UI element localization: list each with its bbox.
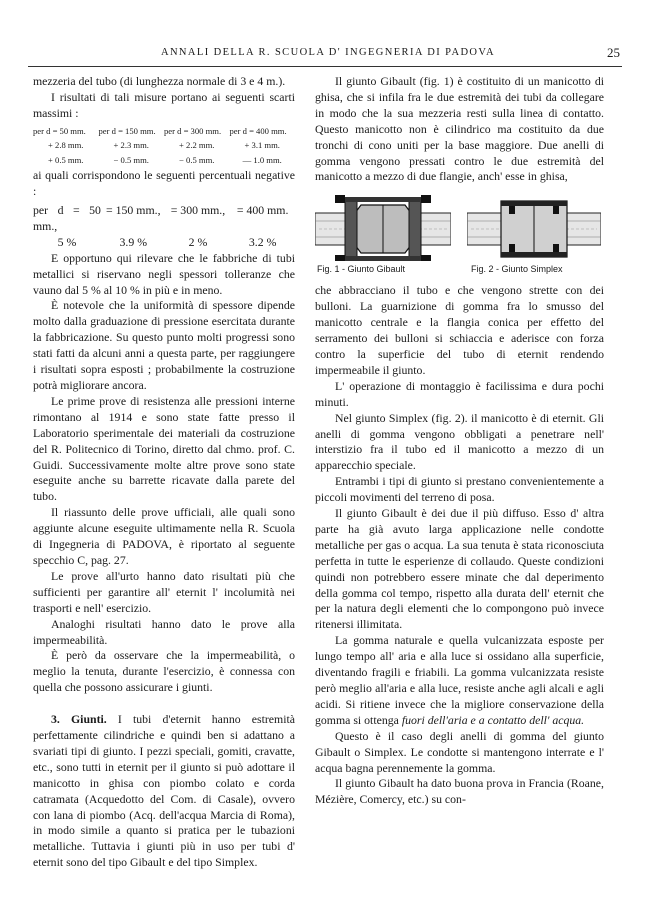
paragraph: L' operazione di montaggio è facilissima e dura pochi minuti.	[315, 378, 604, 409]
section-paragraph	[33, 712, 295, 871]
paragraph: Il giunto Gibault è dei due il più diffuso. Esso d' altra parte ha già avuto larga applicazione nelle condotte metalliche per gas o acqua. La sua tenuta è stata riconosciuta perfetta in tutte le esperienze di collaudo. Queste condizioni quindi non potrebbero essere minate che dal deperimento della gomma col tempo, rispetto alla durata dell' eternit che per la natura degli elementi che lo compongono può invece ritenersi illimitata.	[315, 506, 604, 632]
figure-caption: Fig. 2 - Giunto Simplex	[471, 264, 563, 275]
paragraph: E opportuno qui rilevare che le fabbriche di tubi metallici si riservano negli spessori tolleranze che vauno dal 5 % al 10 % in più e in meno.	[33, 250, 295, 297]
percent-value: 3.2 %	[248, 234, 277, 249]
paragraph: Il giunto Gibault (fig. 1) è costituito di un manicotto di ghisa, che si infila fra le due estremità dei tubi da collegare in modo che la sua mezzeria resti sulla linea di contatto. Questo manicotto non è cilindrico ma costituito da due tronchi di cono uniti per la base maggiore. Due anelli di gomma vengono pressati contro le due estremità del manicotto a mezzo di due flangie, anch' esse in ghisa,	[315, 74, 604, 184]
figures	[315, 191, 604, 277]
paragraph: È però da osservare che la impermeabilità, o meglio la tenuta, durante l'esercizio, è connessa con quella che possono assicurare i giunti.	[33, 648, 295, 695]
measure-plus: + 2.3 mm.	[113, 140, 149, 151]
page-number: 25	[607, 45, 620, 60]
running-head	[28, 44, 622, 67]
figure-simplex	[467, 191, 601, 275]
measure-minus: − 0.5 mm.	[179, 154, 215, 165]
percent-header: = 300 mm.,	[170, 202, 226, 217]
measure-header: per d = 150 mm.	[98, 125, 156, 136]
paragraph	[315, 633, 604, 728]
measure-plus: + 2.8 mm.	[48, 140, 84, 151]
left-column	[33, 74, 295, 871]
measure-header: per d = 300 mm.	[164, 125, 222, 136]
percent-value: 3.9 %	[119, 234, 148, 249]
gibault-joint-drawing	[315, 191, 451, 261]
percent-header: per d = 50 mm.,	[33, 202, 101, 233]
percent-value: 2 %	[188, 234, 208, 249]
measure-plus: + 3.1 mm.	[244, 140, 280, 151]
paragraph: Questo è il caso degli anelli di gomma del giunto Gibault o Simplex. Le condotte si mantengono interrate e l' acqua bagna perennemente la gomma.	[315, 728, 604, 775]
right-column	[315, 74, 604, 808]
paragraph: ai quali corrispondono le seguenti percentuali negative :	[33, 167, 295, 198]
figure-gibault	[315, 191, 451, 275]
measure-minus: − 0.5 mm.	[113, 154, 149, 165]
measure-minus: + 0.5 mm.	[48, 154, 84, 165]
measurement-table	[33, 124, 295, 167]
measure-minus: — 1.0 mm.	[242, 154, 282, 165]
italic-phrase: fuori dell'aria e a contatto dell' acqua.	[401, 712, 585, 727]
paragraph: Il giunto Gibault ha dato buona prova in Francia (Roane, Mézière, Comercy, etc.) su con-	[315, 776, 604, 807]
measure-header: per d = 50 mm.	[33, 125, 86, 136]
percent-header: = 150 mm.,	[106, 202, 161, 217]
paragraph: Il riassunto delle prove ufficiali, alle quali sono aggiunte alcune eseguite ultimamente nella R. Scuola di Ingegneria di PADOVA, è riportato al seguente specchio C, pag. 27.	[33, 505, 295, 567]
running-title: ANNALI DELLA R. SCUOLA D' INGEGNERIA DI PADOVA	[160, 47, 496, 58]
paragraph: Entrambi i tipi di giunto si prestano convenientemente a piccoli movimenti del terreno di posa.	[315, 474, 604, 505]
paragraph-text: La gomma naturale e quella vulcanizzata esposte per lungo tempo all' aria e alla luce si ossidano alla superficie, diventando fragili e friabili. La gomma vulcanizzata resiste però meglio all'aria e alla luce, resiste anche agli alcali e agli acidi. Si ritiene invece che la migliore conservazione della gomma si ottenga	[315, 633, 604, 727]
measure-header: per d = 400 mm.	[229, 125, 287, 136]
percent-header: = 400 mm.	[236, 202, 289, 217]
section-text: I tubi d'eternit hanno estremità perfettamente cilindriche e quindi ben si adattano a svariati tipi di giunto. I pezzi speciali, gomiti, cravatte, etc., sono tutti in eternit per il giunto si può adottare il manicotto in ghisa con piombo colato e corda catramata (Acquedotto del Com. di Casale), ovvero con lana di piombo (Acq. dell'acqua Marcia di Roma), in modo simile a quanto si pratica per le tubazioni metalliche. Tuttavia i giunti più in uso per tubi d' eternit sono del tipo Gibault e del tipo Simplex.	[33, 712, 295, 870]
paragraph: Analoghi risultati hanno dato le prove alla impermeabilità.	[33, 616, 295, 647]
paragraph: Nel giunto Simplex (fig. 2). il manicotto è di eternit. Gli anelli di gomma vengono obbligati a penetrare nell' interstizio fra il tubo ed il manicotto a mezzo di un apparecchio speciale.	[315, 410, 604, 473]
simplex-joint-drawing	[467, 191, 601, 261]
paragraph: È notevole che la uniformità di spessore dipende molto dalla graduazione di pressione esercitata durante la fabbricazione. Su questo punto molti progressi sono stati fatti da alcuni anni a questa parte, per raggiungere i risultati sopra esposti ; probabilmente la costruzione potrà migliorare ancora.	[33, 298, 295, 392]
paragraph: mezzeria del tubo (di lunghezza normale di 3 e 4 m.).	[33, 74, 286, 88]
section-title: 3. Giunti.	[51, 712, 107, 727]
paragraph: Le prime prove di resistenza alle pressioni interne rimontano al 1914 e sono state fatte presso il Laboratorio sperimentale dei materiali da costruzione del R. Politecnico di Torino, diretto dal chmo. prof. C. Guidi. Successivamente molte altre prove sono state eseguite anche su barrette ricavate dalla parete del tubo.	[33, 393, 295, 504]
paragraph: Le prove all'urto hanno dato risultati più che sufficienti per garantire all' eternit l' incolumità nei trasporti e nell' esercizio.	[33, 568, 295, 615]
percent-value: 5 %	[57, 234, 77, 249]
paragraph: che abbracciano il tubo e che vengono strette con dei bulloni. La guarnizione di gomma fra lo smusso del manicotto centrale e la flangia conica per effetto del serramento dei bulloni si schiaccia e aderisce con forza contro la superficie del tubo di eternit rendendo impermeabile il giunto.	[315, 283, 604, 377]
measure-plus: + 2.2 mm.	[179, 140, 215, 151]
paragraph: I risultati di tali misure portano ai seguenti scarti massimi :	[33, 89, 295, 120]
figure-caption: Fig. 1 - Giunto Gibault	[317, 264, 406, 275]
percentage-table	[33, 202, 295, 250]
